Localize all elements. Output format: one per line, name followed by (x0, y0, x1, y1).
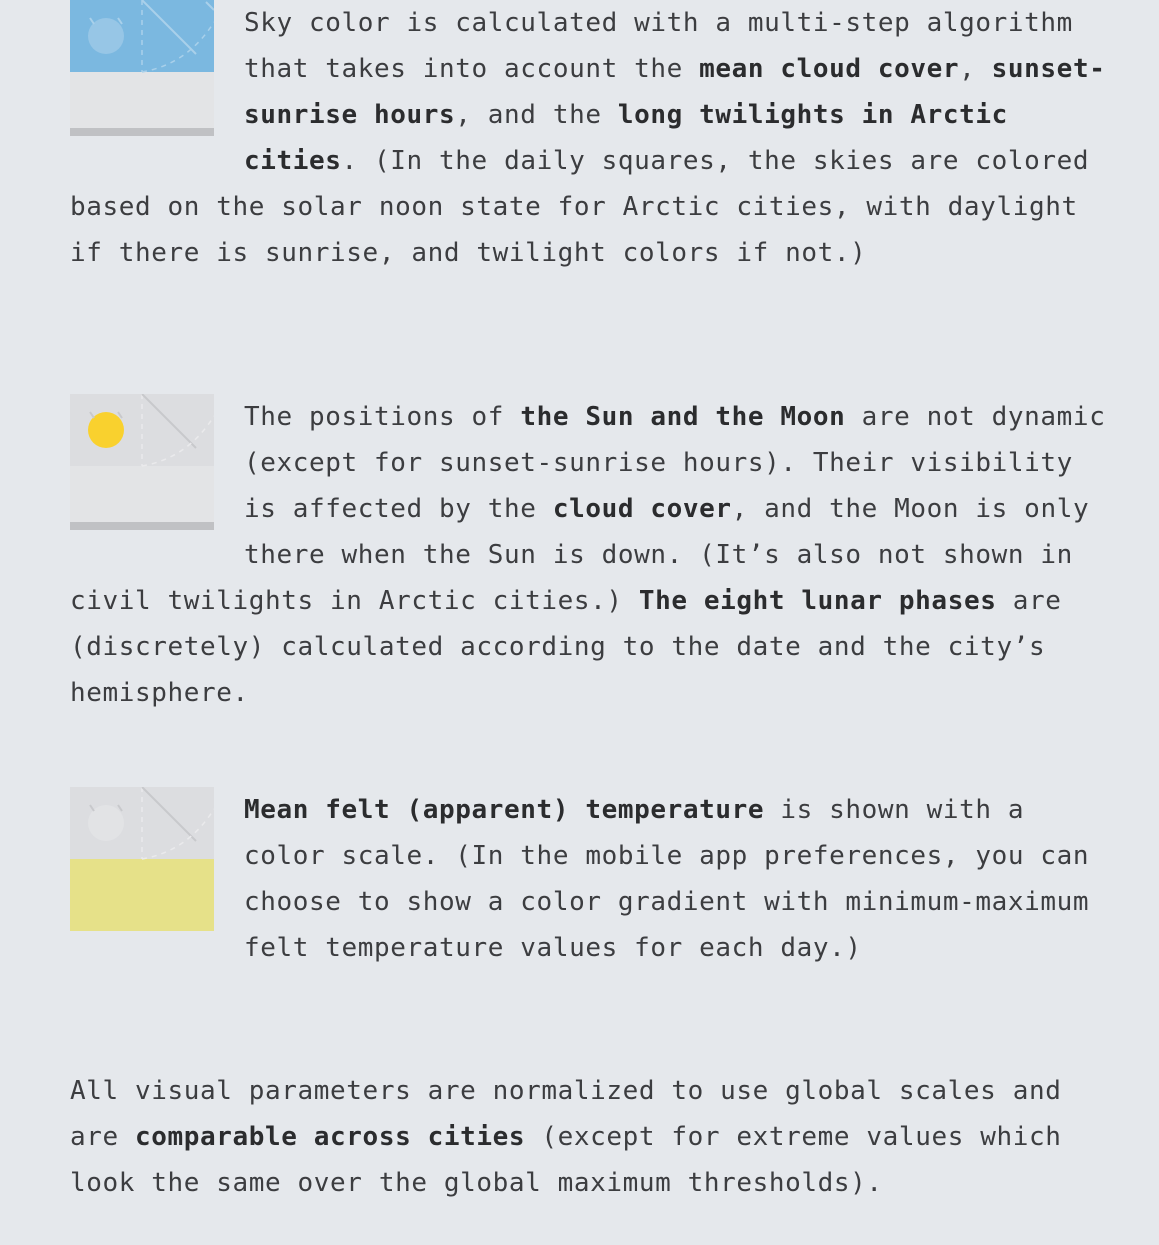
sun-moon-paragraph: The positions of the Sun and the Moon are not dynamic (except for sunset-sunrise hours). Their visibility is affected by the cloud cover, and the Moon is only there when the Sun is down. (It’s also not shown in civil twilights in Arctic cities.) The eight lunar phases are (discretely) calculated according to the date and the city’s hemisphere. (70, 394, 1110, 716)
felt-temperature-paragraph: Mean felt (apparent) temperature is shown with a color scale. (In the mobile app preferences, you can choose to show a color gradient with minimum-maximum felt temperature values for each day.) (70, 787, 1110, 971)
sky-color-paragraph: Sky color is calculated with a multi-step algorithm that takes into account the mean cloud cover, sunset-sunrise hours, and the long twilights in Arctic cities. (In the daily squares, the skies are colored based on the solar noon state for Arctic cities, with daylight if there is sunrise, and twilight colors if not.) (70, 0, 1110, 276)
felt-temperature-icon (70, 787, 214, 931)
sun-moon-icon (70, 394, 214, 538)
normalization-paragraph: All visual parameters are normalized to use global scales and are comparable across cities (except for extreme values which look the same over the global maximum thresholds). (70, 1076, 1062, 1198)
sky-color-icon (70, 0, 214, 144)
